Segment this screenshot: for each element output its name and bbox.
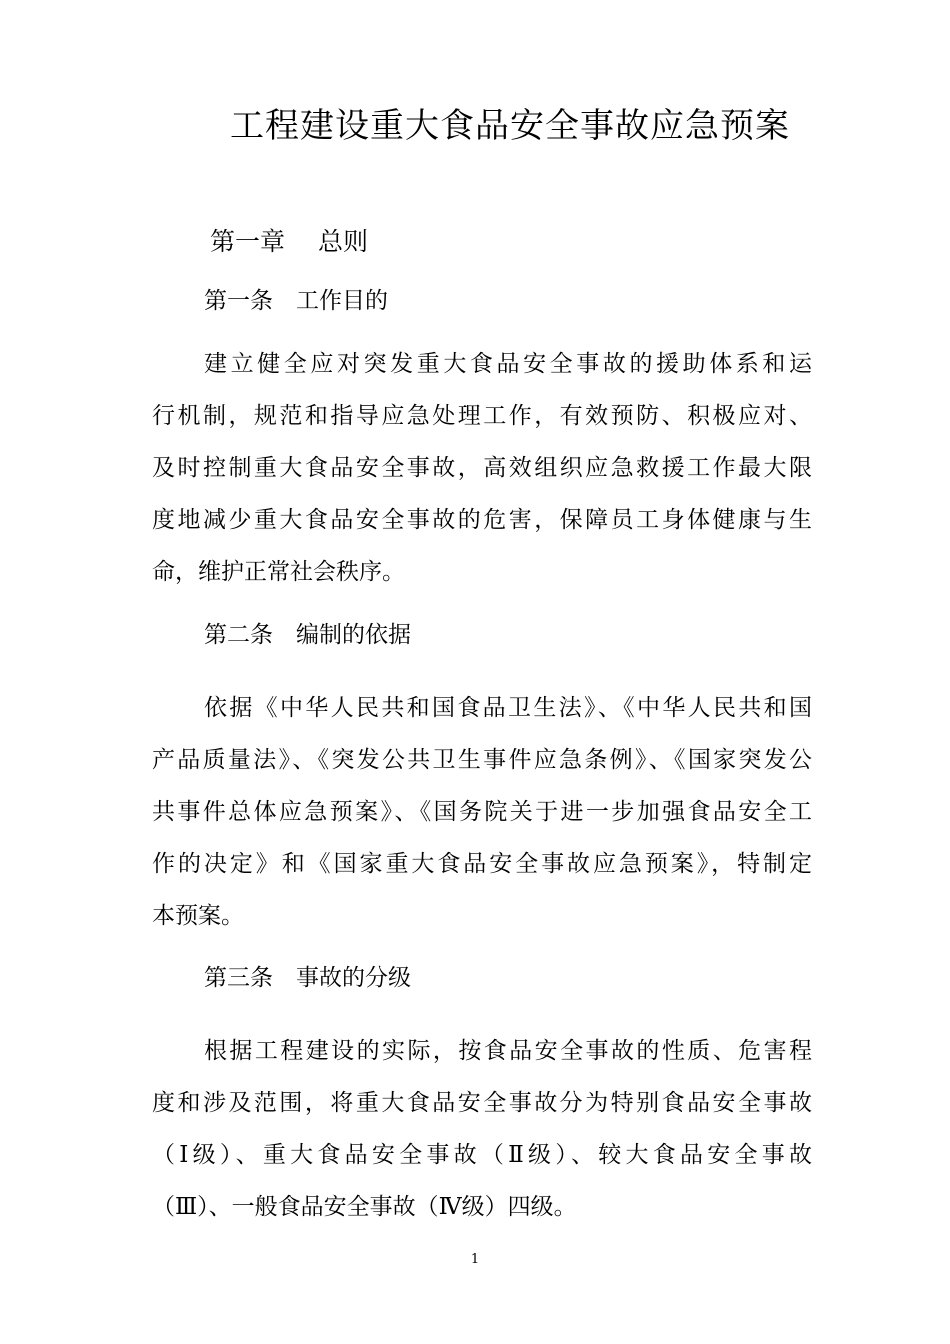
paragraph-line: 产品质量法》、《突发公共卫生事件应急条例》、《国家突发公 [152,747,812,773]
paragraph-line: （Ⅲ）、一般食品安全事故（Ⅳ级）四级。 [152,1194,577,1220]
article-3-paragraph [152,1025,812,1233]
paragraph-line: 命，维护正常社会秩序。 [152,559,405,585]
page-number: 1 [470,1252,480,1267]
chapter-heading: 第一章 总则 [210,227,368,256]
paragraph-line: 行机制，规范和指导应急处理工作，有效预防、积极应对、 [152,403,812,429]
paragraph-line: 共事件总体应急预案》、《国务院关于进一步加强食品安全工 [152,799,812,825]
document-title: 工程建设重大食品安全事故应急预案 [230,106,790,146]
paragraph-line: 建立健全应对突发重大食品安全事故的援助体系和运 [204,351,812,377]
paragraph-line: 度地减少重大食品安全事故的危害，保障员工身体健康与生 [152,507,812,533]
paragraph-line: 依据《中华人民共和国食品卫生法》、《中华人民共和国 [204,695,812,721]
paragraph-line: （Ⅰ级）、重大食品安全事故（Ⅱ级）、较大食品安全事故 [152,1142,812,1168]
article-1-heading: 第一条 工作目的 [204,288,388,314]
paragraph-line: 根据工程建设的实际，按食品安全事故的性质、危害程 [204,1038,812,1064]
paragraph-line: 本预案。 [152,903,244,929]
article-2-heading: 第二条 编制的依据 [204,622,411,648]
article-1-paragraph [152,338,812,598]
paragraph-line: 作的决定》和《国家重大食品安全事故应急预案》，特制定 [152,851,812,877]
article-2-paragraph [152,682,812,942]
paragraph-line: 度和涉及范围，将重大食品安全事故分为特别食品安全事故 [152,1090,812,1116]
article-3-heading: 第三条 事故的分级 [204,965,411,991]
paragraph-line: 及时控制重大食品安全事故，高效组织应急救援工作最大限 [152,455,812,481]
